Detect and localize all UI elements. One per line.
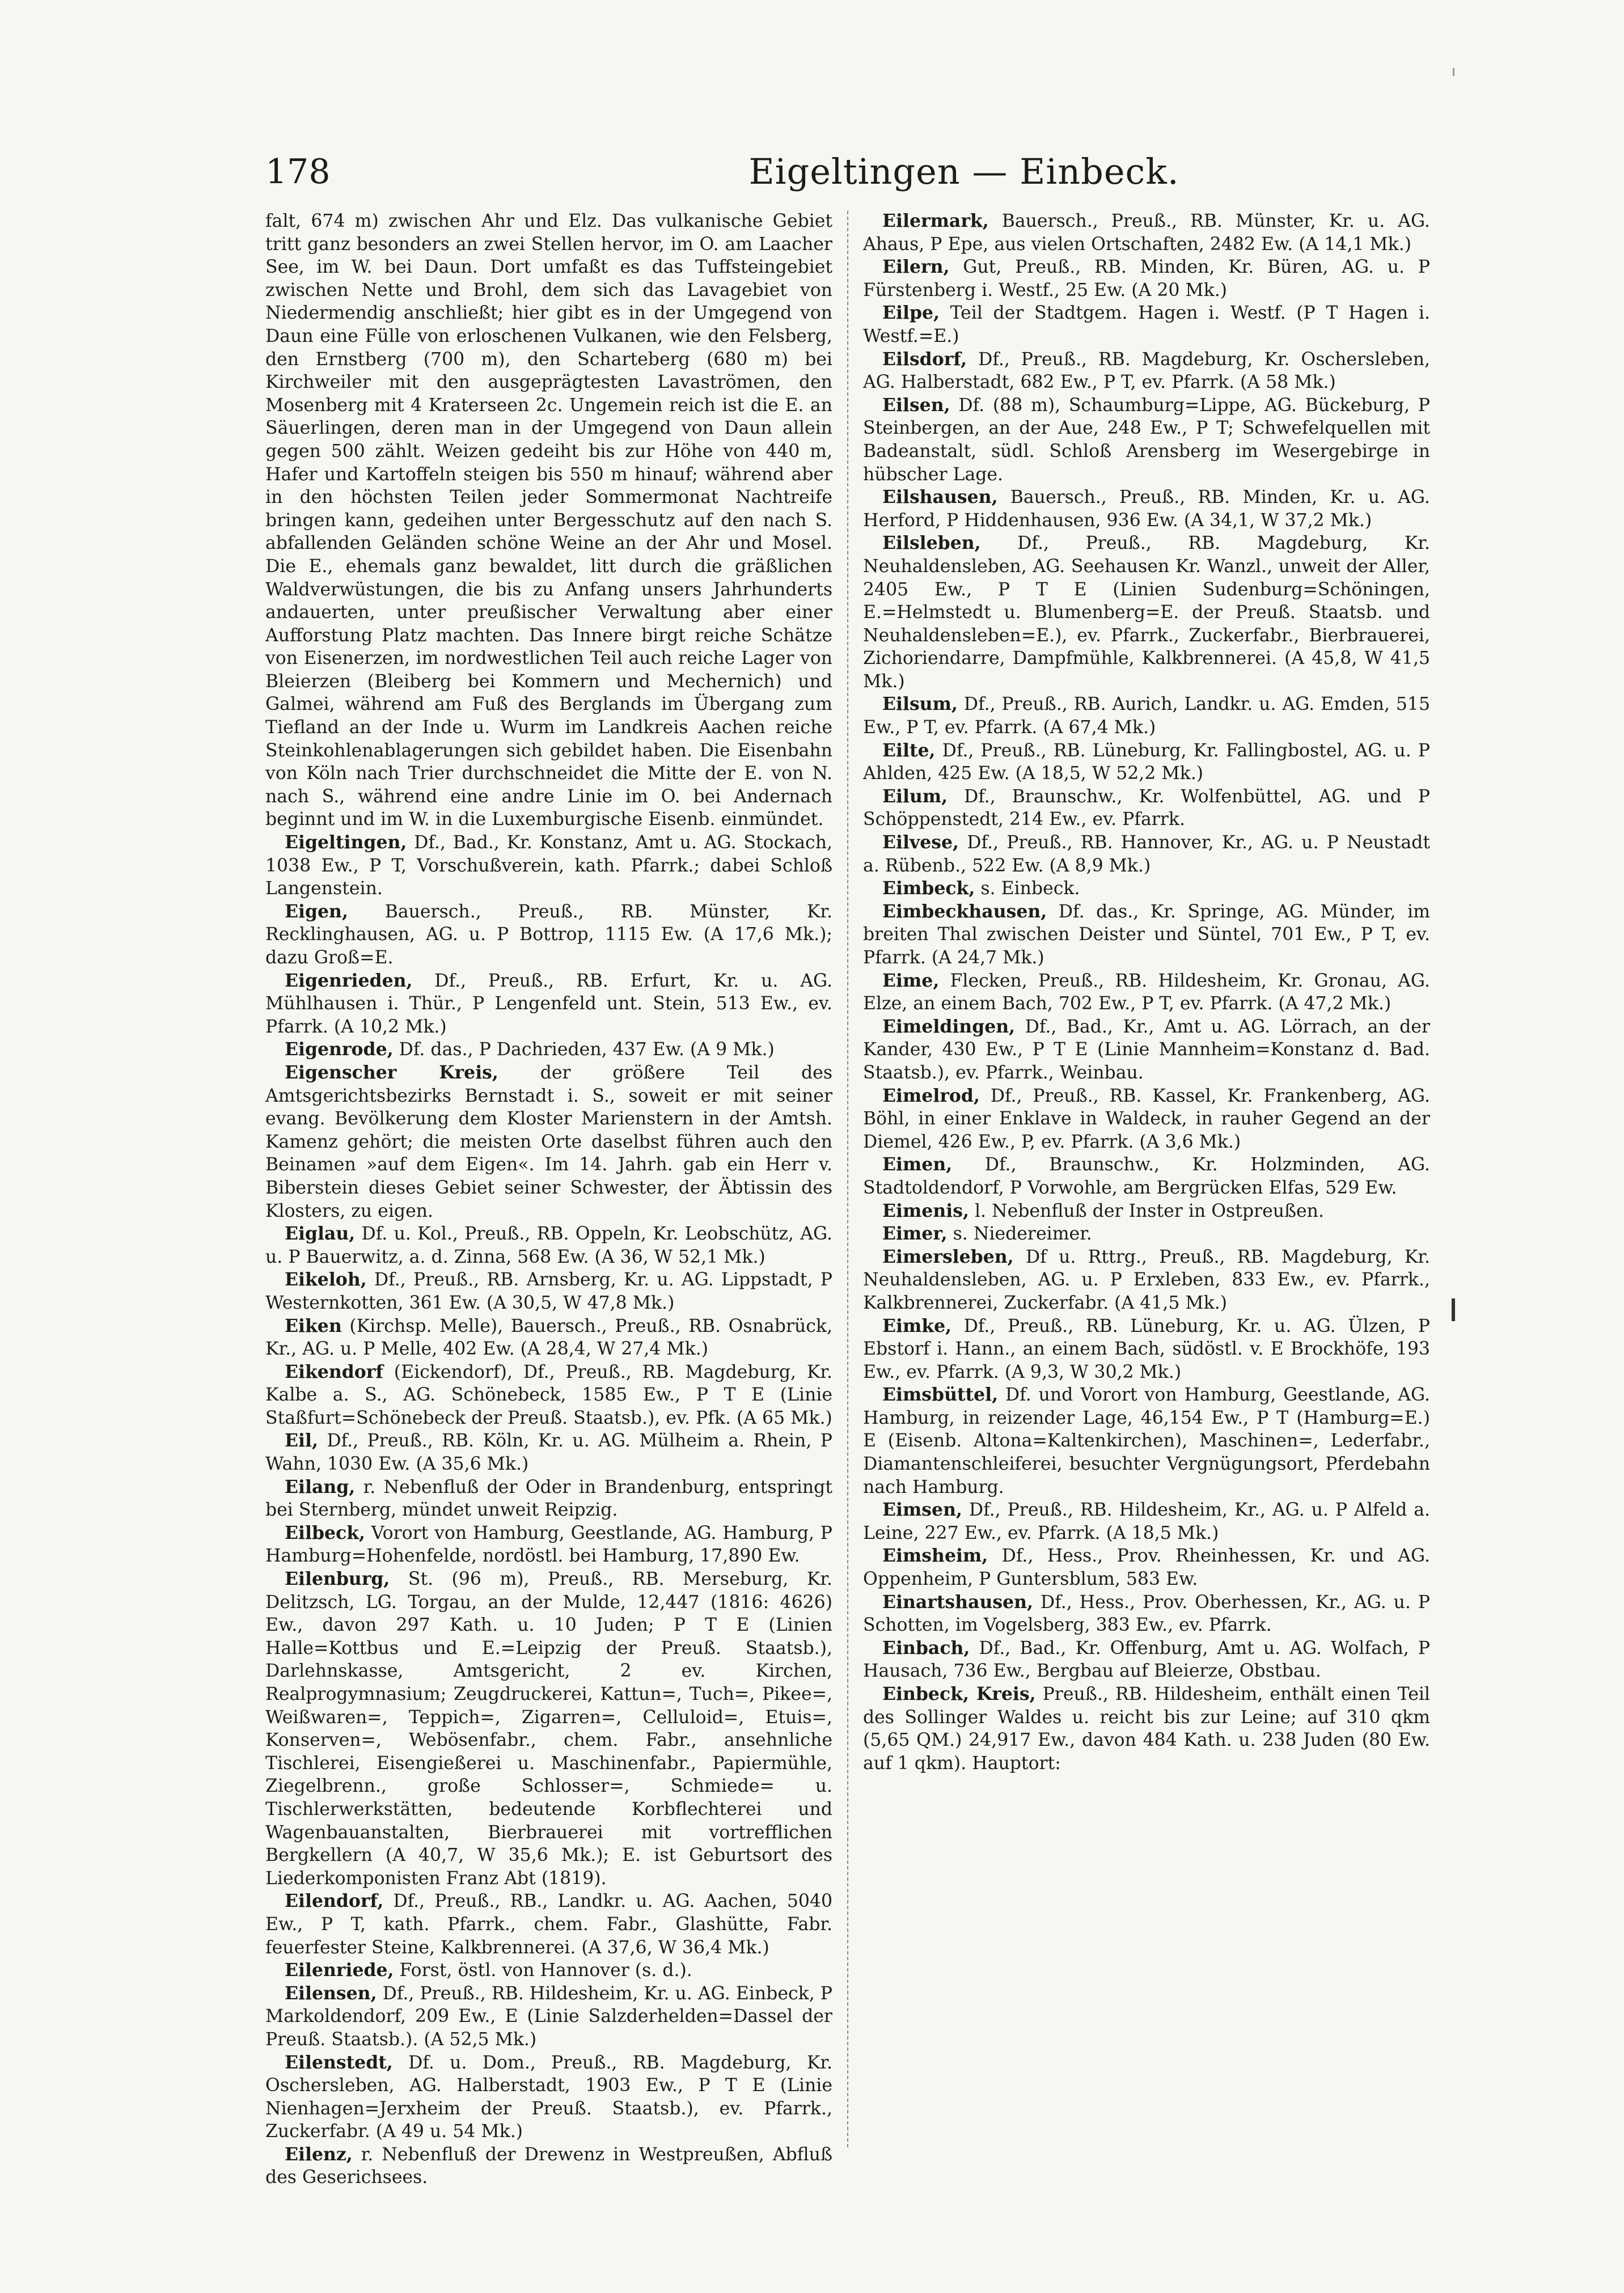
entry-headword: Eilang, bbox=[285, 1476, 356, 1497]
entry-headword: Eilsum, bbox=[882, 693, 958, 715]
entry-text: Flecken, Preuß., RB. Hildesheim, Kr. Gronau, AG. Elze, an einem Bach, 702 Ew., P T, ev. Pfarrk. (A 47,2 Mk.) bbox=[863, 970, 1430, 1014]
entry bbox=[863, 486, 1430, 532]
entry bbox=[863, 532, 1430, 693]
entry bbox=[863, 693, 1430, 739]
entry-text: Df. u. Kol., Preuß., RB. Oppeln, Kr. Leobschütz, AG. u. P Bauerwitz, a. d. Zinna, 568 Ew. (A 36, W 52,1 Mk.) bbox=[265, 1224, 832, 1267]
entry-headword: Eiglau, bbox=[285, 1223, 356, 1245]
entry-text: Df., Preuß., RB. Magdeburg, Kr. Neuhaldensleben, AG. Seehausen Kr. Wanzl., unweit der Aller, 2405 Ew., P T E (Linien Sudenburg=Schöningen, E.=Helmstedt u. Blumenberg=E. der Preuß. Staatsb. und Neuhaldensleben=E.), ev. Pfarrk., Zuckerfabr., Bierbrauerei, Zichoriendarre, Dampfmühle, Kalkbrennerei. (A 45,8, W 41,5 Mk.) bbox=[863, 533, 1430, 692]
entry-text: Df., Hess., Prov. Rheinhessen, Kr. und AG. Oppenheim, P Guntersblum, 583 Ew. bbox=[863, 1546, 1430, 1590]
entry-headword: Eilensen, bbox=[285, 1982, 377, 2004]
entry-text: (Kirchsp. Melle), Bauersch., Preuß., RB. Osnabrück, Kr., AG. u. P Melle, 402 Ew. (A 28,4, W 27,4 Mk.) bbox=[265, 1315, 832, 1360]
entry-text: Df., Preuß., RB. Lüneburg, Kr. u. AG. Ülzen, P Ebstorf i. Hann., an einem Bach, südöstl. v. E Brockhöfe, 193 Ew., ev. Pfarrk. (A 9,3, W 30,2 Mk.) bbox=[863, 1315, 1430, 1382]
entry bbox=[863, 1315, 1430, 1384]
entry-headword: Eigeltingen, bbox=[285, 832, 407, 853]
entry-text: Df., Preuß., RB. Hildesheim, Kr. u. AG. Einbeck, P Markoldendorf, 209 Ew., E (Linie Salzderhelden=Dassel der Preuß. Staatsb.). (A 52,5 Mk.) bbox=[265, 1983, 832, 2050]
entry-text: Df., Bad., Kr., Amt u. AG. Lörrach, an der Kander, 430 Ew., P T E (Linie Mannheim=Konstanz d. Bad. Staatsb.), ev. Pfarrk., Weinbau. bbox=[863, 1016, 1430, 1083]
entry-headword: Einbeck, Kreis, bbox=[882, 1683, 1036, 1704]
entry bbox=[863, 900, 1430, 970]
entry bbox=[863, 970, 1430, 1016]
entry-text: Df., Hess., Prov. Oberhessen, Kr., AG. u. P Schotten, im Vogelsberg, 383 Ew., ev. Pfarrk. bbox=[863, 1592, 1430, 1636]
entry-text: Df., Preuß., RB. Kassel, Kr. Frankenberg, AG. Böhl, in einer Enklave in Waldeck, in rauher Gegend an der Diemel, 426 Ew., P, ev. Pfarrk. (A 3,6 Mk.) bbox=[863, 1085, 1430, 1152]
entry-headword: Eimelrod, bbox=[882, 1085, 980, 1106]
entry-headword: Eimen, bbox=[882, 1154, 953, 1175]
left-column bbox=[265, 210, 833, 2188]
entry-headword: Eimenis, bbox=[882, 1200, 969, 1221]
entry bbox=[863, 831, 1430, 877]
entry bbox=[265, 1315, 832, 1361]
entry bbox=[863, 1085, 1430, 1154]
column-divider bbox=[847, 211, 848, 2147]
entry-headword: Einartshausen, bbox=[882, 1591, 1034, 1613]
entry-headword: Eilenz, bbox=[285, 2143, 353, 2165]
entry bbox=[863, 1246, 1430, 1315]
entry-text: Bauersch., Preuß., RB. Münster, Kr. Recklinghausen, AG. u. P Bottrop, 1115 Ew. (A 17,6 Mk.); dazu Groß=E. bbox=[265, 901, 833, 968]
entry bbox=[863, 877, 1430, 900]
entry bbox=[265, 1268, 832, 1314]
scan-edge-mark bbox=[1452, 1298, 1455, 1321]
entry-text: r. Nebenfluß der Oder in Brandenburg, entspringt bei Sternberg, mündet unweit Reipzig. bbox=[265, 1477, 832, 1521]
entry-headword: Eigen, bbox=[285, 900, 348, 922]
entry bbox=[863, 1499, 1430, 1545]
entry-headword: Eilbeck, bbox=[285, 1522, 365, 1543]
entry-text: Df., Preuß., RB. Arnsberg, Kr. u. AG. Lippstadt, P Westernkotten, 361 Ew. (A 30,5, W 47,8 Mk.) bbox=[265, 1270, 832, 1313]
entry-headword: Eimsen, bbox=[882, 1499, 962, 1521]
entry-text: Forst, östl. von Hannover (s. d.). bbox=[399, 1960, 692, 1981]
entry-text: Bauersch., Preuß., RB. Münster, Kr. u. AG. Ahaus, P Epe, aus vielen Ortschaften, 2482 Ew. (A 14,1 Mk.) bbox=[863, 211, 1431, 255]
entry-headword: Eimsheim, bbox=[882, 1545, 988, 1567]
entry bbox=[863, 1153, 1430, 1199]
entry-headword: Eiken bbox=[285, 1315, 342, 1336]
entry bbox=[863, 1591, 1430, 1637]
entry bbox=[265, 1429, 832, 1475]
entry-text: Teil der Stadtgem. Hagen i. Westf. (P T Hagen i. Westf.=E.) bbox=[863, 303, 1430, 346]
entry bbox=[863, 1016, 1430, 1085]
entry bbox=[863, 1222, 1430, 1246]
entry bbox=[265, 1038, 832, 1061]
entry bbox=[265, 1568, 832, 1890]
entry-text: Df., Preuß., RB., Landkr. u. AG. Aachen, 5040 Ew., P T, kath. Pfarrk., chem. Fabr., Glashütte, Fabr. feuerfester Steine, Kalkbrennerei. (A 37,6, W 36,4 Mk.) bbox=[265, 1891, 833, 1958]
entry bbox=[265, 1982, 832, 2051]
entry bbox=[863, 348, 1430, 394]
entry bbox=[863, 1384, 1430, 1499]
entry-headword: Eilenriede, bbox=[285, 1960, 394, 1981]
entry bbox=[265, 1522, 832, 1568]
entry-headword: Eil, bbox=[285, 1430, 318, 1452]
entry-text: s. Einbeck. bbox=[980, 878, 1080, 899]
entry-headword: Eime, bbox=[882, 970, 940, 991]
entry-text: Df., Bad., Kr. Konstanz, Amt u. AG. Stockach, 1038 Ew., P T, Vorschußverein, kath. Pfarrk.; dabei Schloß Langenstein. bbox=[265, 832, 833, 899]
entry-text: falt, 674 m) zwischen Ahr und Elz. Das vulkanische Gebiet tritt ganz besonders an zwei Stellen hervor, im O. am Laacher See, im W. bei Daun. Dort umfaßt es das Tuffsteingebiet zwischen Nette und Brohl, dem sich das Lavagebiet von Niedermendig anschließt; hier gibt es in der Umgegend von Daun eine Fülle von erloschenen Vulkanen, wie den Felsberg, den Ernstberg (700 m), den Scharteberg (680 m) bei Kirchweiler mit den ausgeprägtesten Lavaströmen, den Mosenberg mit 4 Kraterseen 2c. Ungemein reich ist die E. an Säuerlingen, deren man in der Umgegend von Daun allein gegen 500 zählt. Weizen gedeiht bis zur Höhe von 440 m, Hafer und Kartoffeln steigen bis 550 m hinauf; während aber in den höchsten Teilen jeder Sommermonat Nachtreife bringen kann, gedeihen unter Bergesschutz auf den nach S. abfallenden Geländen schöne Weine an der Ahr und Mosel. Die E., ehemals ganz bewaldet, litt durch die gräßlichen Waldverwüstungen, die bis zu Anfang unsers Jahrhunderts andauerten, unter preußischer Verwaltung aber einer Aufforstung Platz machten. Das Innere birgt reiche Schätze von Eisenerzen, im nordwestlichen Teil auch reiche Lager von Bleierzen (Bleiberg bei Kommern und Mechernich) und Galmei, während am Fuß des Berglands im Übergang zum Tiefland an der Inde u. Wurm im Landkreis Aachen reiche Steinkohlenablagerungen sich gebildet haben. Die Eisenbahn von Köln nach Trier durchschneidet die Mitte der E. von N. nach S., während eine andre Linie im O. bei Andernach beginnt und im W. in die Luxemburgische Eisenb. einmündet. bbox=[265, 211, 832, 830]
entry-headword: Eilenstedt, bbox=[285, 2051, 393, 2073]
entry-text: Df., Preuß., RB. Köln, Kr. u. AG. Mülheim a. Rhein, P Wahn, 1030 Ew. (A 35,6 Mk.) bbox=[265, 1431, 833, 1475]
entry bbox=[863, 739, 1430, 785]
entry-headword: Eilvese, bbox=[882, 832, 959, 853]
entry bbox=[265, 1959, 832, 1982]
entry-text: Df. das., Kr. Springe, AG. Münder, im breiten Thal zwischen Deister und Süntel, 701 Ew., P T, ev. Pfarrk. (A 24,7 Mk.) bbox=[863, 901, 1430, 968]
entry-text: Df. (88 m), Schaumburg=Lippe, AG. Bückeburg, P Steinbergen, an der Aue, 248 Ew., P T; Schwefelquellen mit Badeanstalt, südl. Schloß Arensberg im Wesergebirge in hübscher Lage. bbox=[863, 395, 1431, 485]
entry bbox=[863, 785, 1430, 831]
entry bbox=[265, 831, 832, 900]
entry-headword: Eilsen, bbox=[882, 394, 950, 416]
entry-headword: Eilpe, bbox=[882, 302, 940, 324]
entry-headword: Eikendorf bbox=[285, 1361, 383, 1382]
entry-text: Df u. Rttrg., Preuß., RB. Magdeburg, Kr. Neuhaldensleben, AG. u. P Erxleben, 833 Ew., ev. Pfarrk., Kalkbrennerei, Zuckerfabr. (A 41,5 Mk.) bbox=[863, 1246, 1430, 1313]
right-column bbox=[863, 210, 1430, 2149]
entry bbox=[265, 1061, 832, 1222]
entry-headword: Eimeldingen, bbox=[882, 1016, 1016, 1037]
entry-text: Df., Braunschw., Kr. Holzminden, AG. Stadtoldendorf, P Vorwohle, am Bergrücken Elfas, 529 Ew. bbox=[863, 1154, 1431, 1198]
entry bbox=[265, 2051, 832, 2143]
entry bbox=[265, 1476, 832, 1522]
entry-text: der größere Teil des Amtsgerichtsbezirks Bernstadt i. S., soweit er mit seiner evang. Bevölkerung dem Kloster Marienstern in der Amtsh. Kamenz gehört; die meisten Orte daselbst führen auch den Beinamen »auf dem Eigen«. Im 14. Jahrh. gab ein Herr v. Biberstein dieses Gebiet seiner Schwester, der Äbtissin des Klosters, zu eigen. bbox=[265, 1062, 832, 1221]
entry bbox=[863, 394, 1430, 486]
entry bbox=[265, 1890, 832, 1959]
entry-headword: Eimbeckhausen, bbox=[882, 900, 1047, 922]
entry-text: Df., Preuß., RB. Hildesheim, Kr., AG. u. P Alfeld a. Leine, 227 Ew., ev. Pfarrk. (A 18,5 Mk.) bbox=[863, 1500, 1430, 1543]
entry-headword: Eimke, bbox=[882, 1315, 952, 1336]
entry-headword: Eilern, bbox=[882, 256, 950, 278]
entry-text: (Eickendorf), Df., Preuß., RB. Magdeburg, Kr. Kalbe a. S., AG. Schönebeck, 1585 Ew., P T E (Linie Staßfurt=Schönebeck der Preuß. Staatsb.), ev. Pfk. (A 65 Mk.) bbox=[265, 1361, 832, 1428]
entry-headword: Eimsbüttel, bbox=[882, 1384, 999, 1406]
entry-text: Bauersch., Preuß., RB. Minden, Kr. u. AG. Herford, P Hiddenhausen, 936 Ew. (A 34,1, W 37,2 Mk.) bbox=[863, 487, 1430, 531]
entry-text: r. Nebenfluß der Drewenz in Westpreußen, Abfluß des Geserichsees. bbox=[265, 2144, 832, 2188]
entry-headword: Eigenrieden, bbox=[285, 970, 413, 991]
entry-text: Vorort von Hamburg, Geestlande, AG. Hamburg, P Hamburg=Hohenfelde, nordöstl. bei Hamburg, 17,890 Ew. bbox=[265, 1522, 832, 1567]
entry-text: l. Nebenfluß der Inster in Ostpreußen. bbox=[974, 1200, 1324, 1221]
entry-text: Gut, Preuß., RB. Minden, Kr. Büren, AG. u. P Fürstenberg i. Westf., 25 Ew. (A 20 Mk.) bbox=[863, 257, 1430, 301]
entry-headword: Eikeloh, bbox=[285, 1269, 367, 1291]
entry-text: Df. u. Dom., Preuß., RB. Magdeburg, Kr. Oschersleben, AG. Halberstadt, 1903 Ew., P T E (Linie Nienhagen=Jerxheim der Preuß. Staatsb.), ev. Pfarrk., Zuckerfabr. (A 49 u. 54 Mk.) bbox=[265, 2052, 832, 2142]
entry-text: Df., Preuß., RB. Erfurt, Kr. u. AG. Mühlhausen i. Thür., P Lengenfeld unt. Stein, 513 Ew., ev. Pfarrk. (A 10,2 Mk.) bbox=[265, 970, 833, 1037]
entry bbox=[265, 1222, 832, 1268]
entry-headword: Eimersleben, bbox=[882, 1246, 1014, 1267]
entry-text: Df., Bad., Kr. Offenburg, Amt u. AG. Wolfach, P Hausach, 736 Ew., Bergbau auf Bleierze, Obstbau. bbox=[863, 1638, 1431, 1682]
entry-headword: Eilermark, bbox=[882, 210, 989, 231]
entry bbox=[863, 256, 1430, 302]
entry-text: s. Niedereimer. bbox=[953, 1224, 1092, 1245]
entry-headword: Eilum, bbox=[882, 785, 948, 807]
entry-text: Df., Preuß., RB. Lüneburg, Kr. Fallingbostel, AG. u. P Ahlden, 425 Ew. (A 18,5, W 52,2 Mk.) bbox=[863, 740, 1430, 784]
scan-edge-mark bbox=[1453, 68, 1454, 76]
entry bbox=[863, 1683, 1430, 1775]
entry bbox=[863, 1637, 1430, 1683]
entry bbox=[265, 1361, 832, 1430]
entry-headword: Eilte, bbox=[882, 739, 936, 761]
entry-headword: Eilendorf, bbox=[285, 1890, 384, 1912]
entry-text: Df. das., P Dachrieden, 437 Ew. (A 9 Mk.) bbox=[399, 1039, 775, 1060]
entry-text: Df., Braunschw., Kr. Wolfenbüttel, AG. und P Schöppenstedt, 214 Ew., ev. Pfarrk. bbox=[863, 786, 1430, 830]
entry bbox=[863, 302, 1430, 348]
entry bbox=[863, 1200, 1430, 1223]
entry bbox=[863, 210, 1430, 256]
entry-headword: Eigenrode, bbox=[285, 1039, 394, 1060]
entry-text: Df. und Vorort von Hamburg, Geestlande, AG. Hamburg, in reizender Lage, 46,154 Ew., P T (Hamburg=E.) E (Eisenb. Altona=Kaltenkirchen), Maschinen=, Lederfabr., Diamantenschleiferei, besuchter Vergnügungsort, Pferdebahn nach Hamburg. bbox=[863, 1385, 1430, 1497]
entry bbox=[265, 210, 832, 831]
entry-text: Df., Preuß., RB. Magdeburg, Kr. Oschersleben, AG. Halberstadt, 682 Ew., P T, ev. Pfarrk. (A 58 Mk.) bbox=[863, 349, 1431, 393]
running-title: Eigeltingen — Einbeck. bbox=[748, 151, 1179, 192]
entry-headword: Eilenburg, bbox=[285, 1568, 390, 1590]
entry-text: Df., Preuß., RB. Aurich, Landkr. u. AG. Emden, 515 Ew., P T, ev. Pfarrk. (A 67,4 Mk.) bbox=[863, 694, 1430, 738]
entry bbox=[265, 970, 832, 1039]
entry-text: Preuß., RB. Hildesheim, enthält einen Teil des Sollinger Waldes u. reicht bis zur Leine; auf 310 qkm (5,65 QM.) 24,917 Ew., davon 484 Kath. u. 238 Juden (80 Ew. auf 1 qkm). Hauptort: bbox=[863, 1684, 1430, 1774]
entry bbox=[265, 900, 832, 970]
entry-headword: Einbach, bbox=[882, 1637, 970, 1659]
entry-headword: Eigenscher Kreis, bbox=[285, 1061, 498, 1083]
entry-headword: Eimer, bbox=[882, 1223, 948, 1245]
page-number: 178 bbox=[265, 152, 331, 192]
entry-headword: Eilsleben, bbox=[882, 532, 981, 554]
entry-text: Df., Preuß., RB. Hannover, Kr., AG. u. P Neustadt a. Rübenb., 522 Ew. (A 8,9 Mk.) bbox=[863, 832, 1430, 876]
entry-text: St. (96 m), Preuß., RB. Merseburg, Kr. Delitzsch, LG. Torgau, an der Mulde, 12,447 (1816: 4626) Ew., davon 297 Kath. u. 10 Juden; P T E (Linien Halle=Kottbus und E.=Leipzig der Preuß. Staatsb.), Darlehnskasse, Amtsgericht, 2 ev. Kirchen, Realprogymnasium; Zeugdruckerei, Kattun=, Tuch=, Pikee=, Weißwaren=, Teppich=, Zigarren=, Celluloid=, Etuis=, Konserven=, Webösenfabr., chem. Fabr., ansehnliche Tischlerei, Eisengießerei u. Maschinenfabr., Papiermühle, Ziegelbrenn., große Schlosser=, Schmiede= u. Tischlerwerkstätten, bedeutende Korbflechterei und Wagenbauanstalten, Bierbrauerei mit vortrefflichen Bergkellern (A 40,7, W 35,6 Mk.); E. ist Geburtsort des Liederkomponisten Franz Abt (1819). bbox=[265, 1569, 833, 1889]
entry-headword: Eilshausen, bbox=[882, 486, 998, 508]
entry bbox=[863, 1545, 1430, 1590]
entry bbox=[265, 2143, 832, 2189]
entry-headword: Eilsdorf, bbox=[882, 348, 967, 370]
entry-headword: Eimbeck, bbox=[882, 878, 975, 899]
